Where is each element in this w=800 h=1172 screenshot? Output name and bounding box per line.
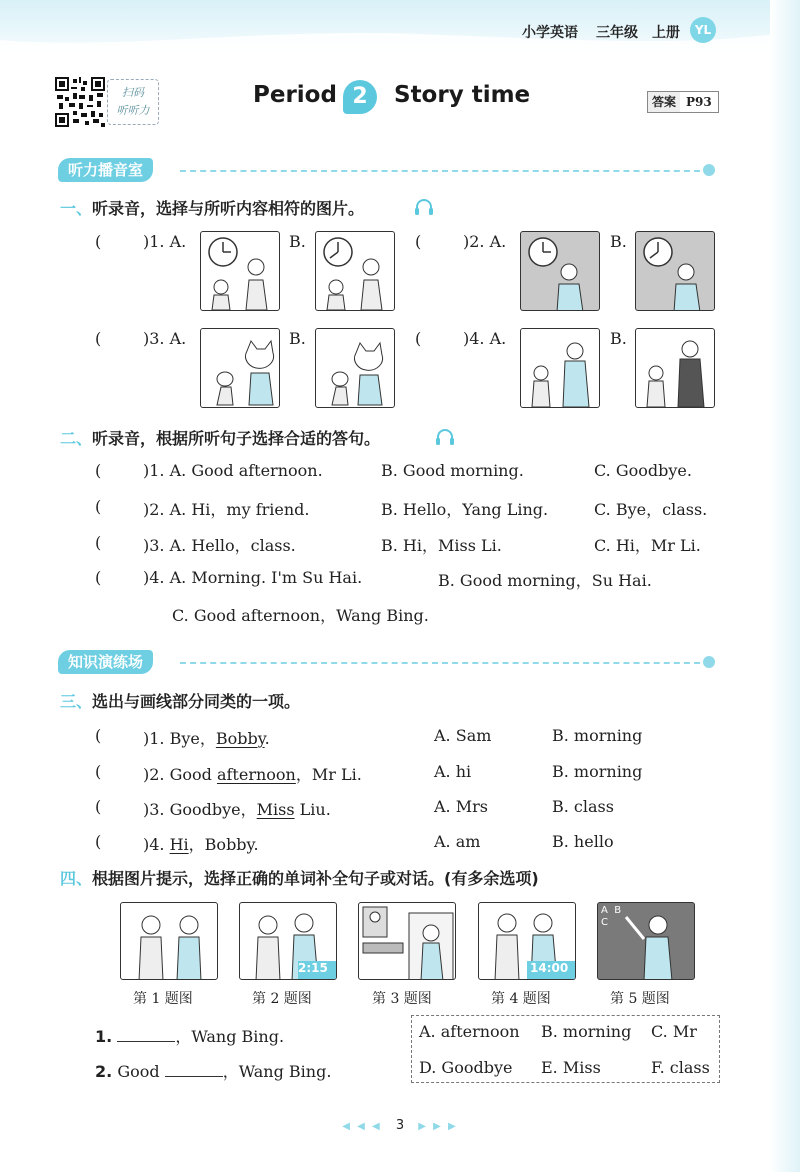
q3-item-2-underlined: afternoon — [216, 765, 296, 784]
header-grade: 三年级 — [596, 25, 638, 41]
scan-hint-line1: 扫码 — [122, 86, 144, 99]
question-3-heading — [60, 689, 300, 712]
q2-item-4-a: )4. A. Morning. I'm Su Hai. — [143, 568, 363, 587]
q3-item-4-underlined: Hi — [169, 835, 189, 854]
page-arrows-right: ▶ ▶ ▶ — [418, 1121, 458, 1132]
q1-1-picture-a[interactable] — [200, 231, 280, 311]
q2-item-2-paren[interactable]: ( — [95, 497, 102, 516]
q3-item-1-b: B. morning — [552, 726, 643, 745]
q2-item-2-b: B. Hello，Yang Ling. — [381, 500, 549, 519]
section-tag-listening: 听力播音室 — [58, 158, 153, 182]
section-divider — [180, 662, 700, 664]
q4-picture-3 — [358, 902, 456, 980]
q4-option-c: C. Mr — [651, 1022, 697, 1041]
page-footer — [0, 1118, 800, 1133]
q1-item-1-paren[interactable]: ( — [95, 232, 102, 251]
section-divider-end — [703, 656, 715, 668]
question-2-number: 二、 — [60, 429, 93, 448]
qr-code-icon[interactable] — [55, 77, 105, 127]
q3-item-2-paren[interactable]: ( — [95, 762, 102, 781]
q2-item-3-b: B. Hi，Miss Li. — [381, 536, 502, 555]
q2-item-3-a: )3. A. Hello，class. — [143, 536, 296, 555]
q2-item-4-paren[interactable]: ( — [95, 568, 102, 587]
header-volume: 上册 — [652, 25, 680, 41]
q2-item-2-c: C. Bye，class. — [594, 500, 708, 519]
q3-item-1-post: . — [264, 729, 270, 748]
q4-picture-2-clock: 2:15 — [298, 961, 328, 975]
q4-sentence-1-blank[interactable] — [117, 1027, 175, 1042]
answer-reference — [647, 91, 719, 113]
q4-option-b: B. morning — [541, 1022, 632, 1041]
question-4-text: 根据图片提示，选择正确的单词补全句子或对话。(有多余选项) — [92, 869, 539, 888]
q4-sentence-1-text: ，Wang Bing. — [175, 1027, 285, 1046]
q1-4-picture-a[interactable] — [520, 328, 600, 408]
question-3-text: 选出与画线部分同类的一项。 — [92, 692, 301, 711]
q1-4-picture-b[interactable] — [635, 328, 715, 408]
page-arrows-left: ◀ ◀ ◀ — [342, 1121, 382, 1132]
q4-option-a: A. afternoon — [419, 1022, 520, 1041]
q4-picture-4-clock: 14:00 — [530, 961, 569, 975]
q1-2-picture-a[interactable] — [520, 231, 600, 311]
q3-item-2-post: ，Mr Li. — [295, 765, 362, 784]
question-1-text: 听录音，选择与所听内容相符的图片。 — [92, 199, 365, 218]
q3-item-3-paren[interactable]: ( — [95, 797, 102, 816]
q4-caption-3: 第 3 题图 — [372, 991, 432, 1007]
q4-option-e: E. Miss — [541, 1058, 601, 1077]
answer-label: 答案 — [648, 92, 680, 112]
q3-item-2-sentence — [143, 762, 362, 785]
q3-item-3-sentence — [143, 797, 331, 820]
q1-item-2-b: B. — [610, 232, 627, 251]
q3-item-4-b: B. hello — [552, 832, 614, 851]
q2-item-1-paren[interactable]: ( — [95, 461, 102, 480]
q4-sentence-2-post: ，Wang Bing. — [222, 1062, 332, 1081]
q4-sentence-1 — [95, 1024, 284, 1047]
q1-item-3-paren[interactable]: ( — [95, 329, 102, 348]
q2-item-4-b: B. Good morning，Su Hai. — [438, 571, 652, 590]
q3-item-3-pre: )3. Goodbye， — [143, 800, 257, 819]
question-1-number: 一、 — [60, 199, 93, 218]
scan-hint — [107, 79, 159, 125]
q3-item-3-underlined: Miss — [256, 800, 295, 819]
q3-item-3-post: Liu. — [294, 800, 331, 819]
q3-item-2-a: A. hi — [434, 762, 472, 781]
q3-item-1-a: A. Sam — [434, 726, 492, 745]
q4-sentence-2-number: 2. — [95, 1062, 113, 1081]
section-divider-end — [703, 164, 715, 176]
question-4-heading — [60, 866, 539, 889]
q4-sentence-2-blank[interactable] — [165, 1062, 223, 1077]
q3-item-4-post: ，Bobby. — [188, 835, 259, 854]
q1-2-picture-b[interactable] — [635, 231, 715, 311]
answer-page: P93 — [686, 95, 712, 109]
q3-item-1-pre: )1. Bye， — [143, 729, 216, 748]
q1-3-picture-b[interactable] — [315, 328, 395, 408]
q4-sentence-2-pre: Good — [117, 1062, 165, 1081]
page-number: 3 — [395, 1118, 405, 1133]
header-subject: 小学英语 — [522, 25, 578, 41]
q3-item-3-a: A. Mrs — [434, 797, 488, 816]
q1-item-3-b: B. — [289, 329, 306, 348]
right-edge-strip — [770, 0, 800, 1172]
q3-item-4-sentence — [143, 832, 259, 855]
q2-item-4-c: C. Good afternoon，Wang Bing. — [172, 606, 429, 625]
q1-item-2-paren[interactable]: ( — [415, 232, 422, 251]
q1-1-picture-b[interactable] — [315, 231, 395, 311]
q3-item-4-a: A. am — [434, 832, 481, 851]
section-divider — [180, 170, 700, 172]
q4-sentence-2 — [95, 1059, 331, 1082]
q4-picture-5-board: A B C — [601, 905, 622, 928]
q4-picture-1 — [120, 902, 218, 980]
q3-item-3-b: B. class — [552, 797, 614, 816]
q2-item-1-a: )1. A. Good afternoon. — [143, 461, 323, 480]
q1-item-3-label: )3. A. — [143, 329, 187, 348]
question-2-heading — [60, 426, 380, 449]
scan-hint-line2: 听听力 — [116, 104, 150, 117]
q1-item-4-paren[interactable]: ( — [415, 329, 422, 348]
header-wave — [0, 18, 800, 58]
period-number-badge: 2 — [343, 80, 377, 114]
q2-item-3-c: C. Hi，Mr Li. — [594, 536, 701, 555]
section-tag-practice: 知识演练场 — [58, 650, 153, 674]
q4-caption-1: 第 1 题图 — [133, 991, 193, 1007]
q4-caption-5: 第 5 题图 — [610, 991, 670, 1007]
q1-item-1-label: )1. A. — [143, 232, 187, 251]
question-3-number: 三、 — [60, 692, 93, 711]
title-story: Story time — [394, 82, 531, 108]
q3-item-1-paren[interactable]: ( — [95, 726, 102, 745]
q3-item-1-underlined: Bobby — [215, 729, 265, 748]
q3-item-4-paren[interactable]: ( — [95, 832, 102, 851]
q1-item-4-b: B. — [610, 329, 627, 348]
q2-item-1-b: B. Good morning. — [381, 461, 524, 480]
yl-badge: YL — [690, 17, 716, 43]
q2-item-1-c: C. Goodbye. — [594, 461, 692, 480]
question-2-text: 听录音，根据所听句子选择合适的答句。 — [92, 429, 381, 448]
q3-item-2-b: B. morning — [552, 762, 643, 781]
headphones-icon[interactable] — [414, 198, 434, 216]
q3-item-2-pre: )2. Good — [143, 765, 217, 784]
q3-item-4-pre: )4. — [143, 835, 170, 854]
q1-3-picture-a[interactable] — [200, 328, 280, 408]
q4-option-d: D. Goodbye — [419, 1058, 513, 1077]
q2-item-2-a: )2. A. Hi，my friend. — [143, 500, 310, 519]
q4-sentence-1-number: 1. — [95, 1027, 113, 1046]
question-1-heading — [60, 196, 364, 219]
q1-item-4-label: )4. A. — [463, 329, 507, 348]
title-period: Period — [253, 82, 337, 108]
q1-item-1-b: B. — [289, 232, 306, 251]
q4-caption-2: 第 2 题图 — [252, 991, 312, 1007]
q2-item-3-paren[interactable]: ( — [95, 533, 102, 552]
q4-caption-4: 第 4 题图 — [491, 991, 551, 1007]
question-4-number: 四、 — [60, 869, 93, 888]
q3-item-1-sentence — [143, 726, 270, 749]
q4-option-f: F. class — [651, 1058, 710, 1077]
headphones-icon[interactable] — [435, 428, 455, 446]
q1-item-2-label: )2. A. — [463, 232, 507, 251]
